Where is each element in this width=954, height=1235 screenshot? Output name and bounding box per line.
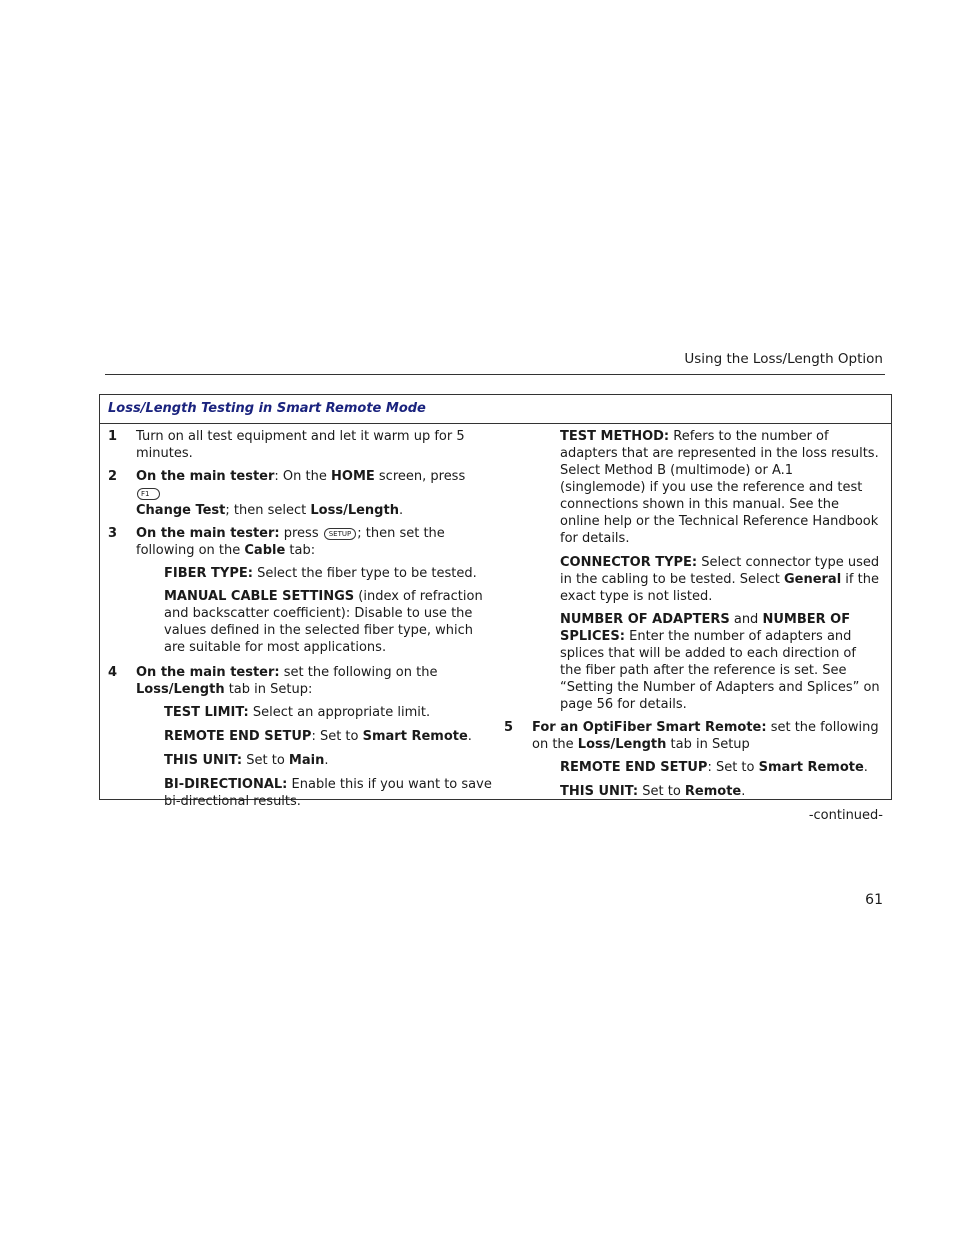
adapters-splices-setting xyxy=(504,611,880,713)
setting-desc: Refers to the number of adapters that are represented in the loss results. Select Method B (multimode) or A.1 (singlemode) if you use the reference and test connections shown in this manual. See the online help or the Technical Reference Handbook for details. xyxy=(560,429,879,546)
setting-desc: Set to xyxy=(242,753,289,768)
step-1 xyxy=(108,428,488,462)
setting-desc: Set to xyxy=(638,784,685,799)
step-text: tab in Setup xyxy=(666,737,750,752)
setting-value: Smart Remote xyxy=(362,729,468,744)
loss-length-tab-label: Loss/Length xyxy=(577,737,667,752)
step-2 xyxy=(108,468,488,519)
step-lead: For an OptiFiber Smart Remote: xyxy=(532,720,767,735)
cable-tab-label: Cable xyxy=(244,543,286,558)
step-text: tab: xyxy=(285,543,316,558)
change-test-label: Change Test xyxy=(136,503,226,518)
setting-name: CONNECTOR TYPE: xyxy=(560,555,698,570)
setting-desc: . xyxy=(324,753,329,768)
setting-name: TEST METHOD: xyxy=(560,429,670,444)
step-lead: On the main tester xyxy=(136,469,275,484)
step-lead: On the main tester: xyxy=(136,526,280,541)
bi-directional-setting xyxy=(108,776,494,810)
setting-desc: . xyxy=(467,729,472,744)
test-method-setting xyxy=(504,428,880,547)
step-text: Turn on all test equipment and let it warm up for 5 minutes. xyxy=(136,429,465,461)
continued-note: -continued- xyxy=(808,808,883,823)
setting-desc: . xyxy=(863,760,868,775)
test-limit-setting xyxy=(108,704,488,721)
header-rule xyxy=(105,374,885,375)
step-5 xyxy=(504,719,880,753)
step-4 xyxy=(108,664,488,698)
step-text: ; then set the following on the xyxy=(136,526,445,558)
setting-desc: Select the fiber type to be tested. xyxy=(252,566,477,581)
setting-desc: Select connector type used in the cabling to be tested. Select xyxy=(560,555,880,587)
setting-value: Smart Remote xyxy=(758,760,864,775)
procedure-box xyxy=(99,394,892,809)
step-3 xyxy=(108,525,488,559)
setting-desc: Enter the number of adapters and splices that will be added to each direction of the fiber path after the reference is set. See “Setting the Number of Adapters and Splices” on page 56 for details. xyxy=(560,629,880,712)
step-text: . xyxy=(398,503,404,518)
setting-name: THIS UNIT: xyxy=(560,784,639,799)
step-number: 3 xyxy=(108,526,118,541)
step-text: press xyxy=(279,526,323,541)
right-column xyxy=(504,428,880,807)
step-number: 4 xyxy=(108,665,118,680)
loss-length-tab-label: Loss/Length xyxy=(136,682,225,697)
this-unit-setting xyxy=(504,783,880,800)
step-number: 5 xyxy=(504,720,514,735)
step-text: set the following on the xyxy=(279,665,438,680)
setting-name: BI-DIRECTIONAL: xyxy=(164,777,288,792)
f1-key-icon: F1 xyxy=(137,488,160,500)
setting-name: REMOTE END SETUP xyxy=(560,760,708,775)
setting-desc: : Set to xyxy=(707,760,759,775)
setting-desc: (index of refraction and backscatter coefficient): Disable to use the values defined in the selected fiber type, which are suitable for most applications. xyxy=(164,589,483,655)
setting-desc: and xyxy=(729,612,763,627)
setting-name: MANUAL CABLE SETTINGS xyxy=(164,589,355,604)
setting-name: THIS UNIT: xyxy=(164,753,243,768)
setting-desc: if the exact type is not listed. xyxy=(560,572,879,604)
remote-end-setting xyxy=(504,759,880,776)
setting-name: NUMBER OF SPLICES: xyxy=(560,612,851,644)
step-text: ; then select xyxy=(225,503,311,518)
step-number: 2 xyxy=(108,469,118,484)
setting-desc: : Set to xyxy=(311,729,363,744)
procedure-title: Loss/Length Testing in Smart Remote Mode xyxy=(100,395,891,424)
left-column xyxy=(108,428,492,816)
fiber-type-setting xyxy=(108,565,488,582)
setting-value: Main xyxy=(288,753,325,768)
setting-name: REMOTE END SETUP xyxy=(164,729,312,744)
step-text: tab in Setup: xyxy=(224,682,313,697)
setting-desc: Select an appropriate limit. xyxy=(248,705,431,720)
remote-end-setting xyxy=(108,728,488,745)
step-number: 1 xyxy=(108,429,118,444)
step-text: set the following on the xyxy=(532,720,879,752)
home-screen-label: HOME xyxy=(331,469,375,484)
running-header: Using the Loss/Length Option xyxy=(684,351,883,367)
connector-type-setting xyxy=(504,554,880,605)
setting-value: Remote xyxy=(684,784,742,799)
setting-name: FIBER TYPE: xyxy=(164,566,253,581)
setting-desc: Enable this if you want to save bi-directional results. xyxy=(164,777,492,809)
page-number: 61 xyxy=(865,892,883,908)
step-text: : On the xyxy=(274,469,332,484)
setting-desc: . xyxy=(741,784,746,799)
setting-name: TEST LIMIT: xyxy=(164,705,249,720)
setting-name: NUMBER OF ADAPTERS xyxy=(560,612,730,627)
step-lead: On the main tester: xyxy=(136,665,280,680)
manual-cable-setting xyxy=(108,588,488,656)
step-text: screen, press xyxy=(374,469,466,484)
setup-key-icon: SETUP xyxy=(324,528,357,540)
this-unit-setting xyxy=(108,752,488,769)
loss-length-label: Loss/Length xyxy=(310,503,399,518)
setting-value: General xyxy=(783,572,842,587)
